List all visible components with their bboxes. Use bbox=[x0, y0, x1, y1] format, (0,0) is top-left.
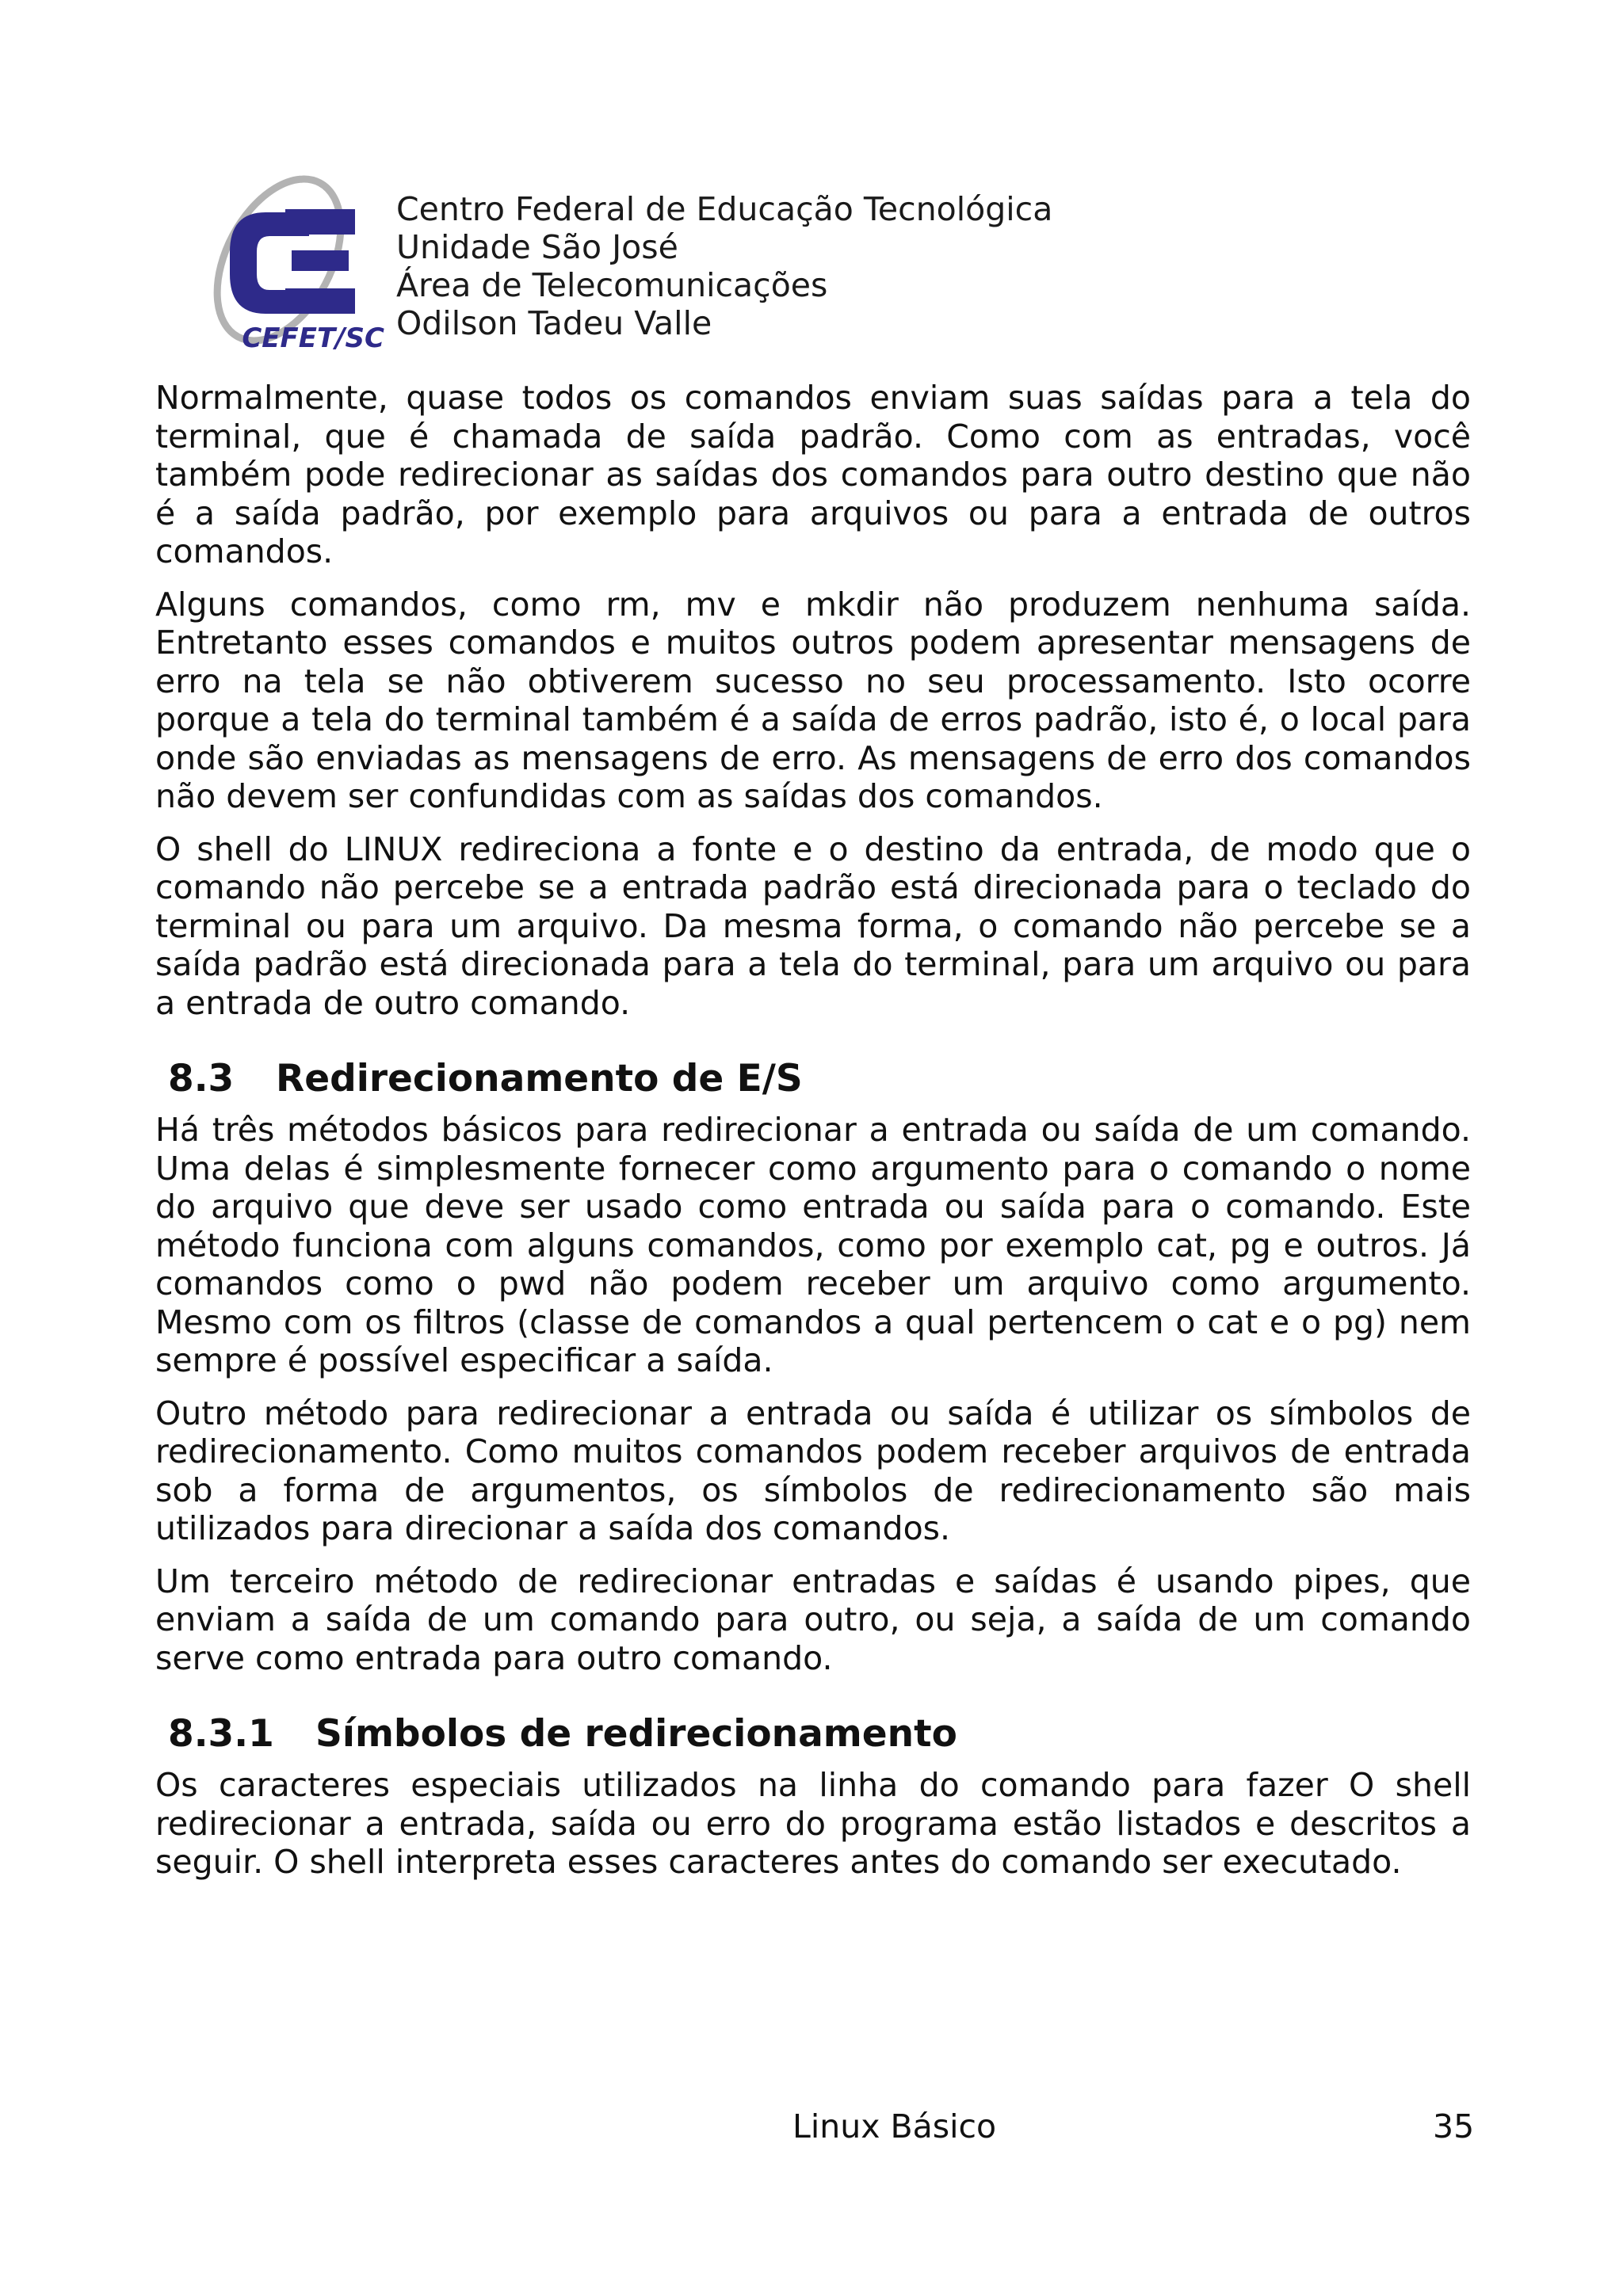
subsection-heading bbox=[168, 1712, 1471, 1756]
section-number: 8.3 bbox=[168, 1057, 235, 1100]
document-body bbox=[155, 379, 1471, 1896]
footer-title: Linux Básico bbox=[792, 2107, 997, 2145]
logo-caption: CEFET/SC bbox=[242, 322, 384, 353]
paragraph: Normalmente, quase todos os comandos enviam suas saídas para a tela do terminal, que é chamada de saída padrão. Como com as entradas, você também pode redirecionar as saídas dos comandos para outro destino que não é a saída padrão, por exemplo para arquivos ou para a entrada de outros comandos. bbox=[155, 379, 1471, 570]
cefet-logo bbox=[190, 163, 384, 353]
unit-name: Unidade São José bbox=[396, 228, 678, 266]
document-header bbox=[190, 158, 1458, 357]
paragraph: Alguns comandos, como rm, mv e mkdir não produzem nenhuma saída. Entretanto esses comandos e muitos outros podem apresentar mensagens de erro na tela se não obtiverem sucesso no seu processamento. Isto ocorre porque a tela do terminal também é a saída de erros padrão, isto é, o local para onde são enviadas as mensagens de erro. As mensagens de erro dos comandos não devem ser confundidas com as saídas dos comandos. bbox=[155, 585, 1471, 815]
author-name: Odilson Tadeu Valle bbox=[396, 304, 712, 342]
paragraph: Há três métodos básicos para redirecionar a entrada ou saída de um comando. Uma delas é simplesmente fornecer como argumento para o comando o nome do arquivo que deve ser usado como entrada ou saída para o comando. Este método funciona com alguns comandos, como por exemplo cat, pg e outros. Já comandos como o pwd não podem receber um arquivo como argumento. Mesmo com os filtros (classe de comandos a qual pertencem o cat e o pg) nem sempre é possível especificar a saída. bbox=[155, 1111, 1471, 1379]
institution-name: Centro Federal de Educação Tecnológica bbox=[396, 190, 1053, 228]
paragraph: O shell do LINUX redireciona a fonte e o destino da entrada, de modo que o comando não percebe se a entrada padrão está direcionada para o teclado do terminal ou para um arquivo. Da mesma forma, o comando não percebe se a saída padrão está direcionada para a tela do terminal, para um arquivo ou para a entrada de outro comando. bbox=[155, 830, 1471, 1022]
area-name: Área de Telecomunicações bbox=[396, 266, 828, 304]
paragraph: Um terceiro método de redirecionar entradas e saídas é usando pipes, que enviam a saída de um comando para outro, ou seja, a saída de um comando serve como entrada para outro comando. bbox=[155, 1562, 1471, 1677]
section-title: Redirecionamento de E/S bbox=[276, 1057, 803, 1100]
section-heading bbox=[168, 1057, 1471, 1101]
institution-block bbox=[396, 190, 1052, 342]
subsection-title: Símbolos de redirecionamento bbox=[315, 1712, 957, 1756]
paragraph: Outro método para redirecionar a entrada ou saída é utilizar os símbolos de redirecionamento. Como muitos comandos podem receber arquivos de entrada sob a forma de argumentos, os símbolos de redirecionamento são mais utilizados para direcionar a saída dos comandos. bbox=[155, 1394, 1471, 1547]
paragraph: Os caracteres especiais utilizados na linha do comando para fazer O shell redirecionar a entrada, saída ou erro do programa estão listados e descritos a seguir. O shell interpreta esses caracteres antes do comando ser executado. bbox=[155, 1766, 1471, 1881]
subsection-number: 8.3.1 bbox=[168, 1712, 274, 1756]
page-number: 35 bbox=[1433, 2107, 1475, 2145]
